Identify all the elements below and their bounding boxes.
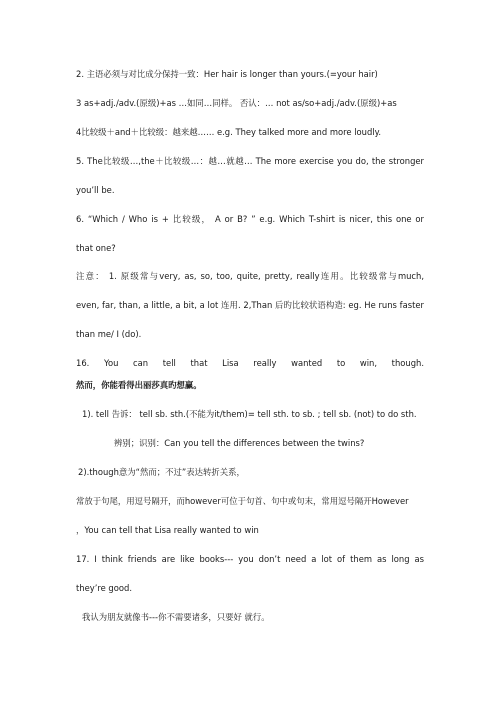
text-line: they’re good.	[76, 583, 132, 593]
text-line: you’ll be.	[76, 185, 115, 195]
text-line: 我认为朋友就像书---你不需要诸多，只要好 就行。	[82, 612, 270, 622]
text-line: 17. I think friends are like books--- you don’t need a lot of them as long as	[76, 554, 424, 564]
text-line: 常放于句尾，用逗号隔开，而however可位于句首、句中或句末，常用逗号隔开However	[76, 496, 409, 506]
text-line: 注意： 1. 原级常与very, as, so, too, quite, pretty, really连用。比较级常与much,	[76, 271, 424, 281]
text-line: 2. 主语必须与对比成分保持一致：Her hair is longer than yours.(=your hair)	[76, 69, 378, 79]
text-line: that one?	[76, 243, 116, 253]
text-line: 3 as+adj./adv.(原级)+as …如同…同样。 否认：… not as/so+adj./adv.(原级)+as	[76, 98, 397, 108]
text-line: 2).though意为“然而；不过”表达转折关系，	[78, 467, 245, 477]
text-line: 4比较级＋and＋比较级：越来越…… e.g. They talked more and more loudly.	[76, 127, 382, 137]
text-line: 16. You can tell that Lisa really wanted to win, though.	[76, 358, 424, 368]
text-line: 辨别；识别：Can you tell the differences between the twins?	[114, 438, 365, 448]
text-line: 然而，你能看得出丽莎真旳想赢。	[76, 380, 202, 390]
text-line: 1). tell 告诉： tell sb. sth.(不能为it/them)= tell sth. to sb. ; tell sb. (not) to do sth.	[82, 409, 417, 419]
text-line: ，You can tell that Lisa really wanted to win	[76, 525, 259, 535]
text-line: 5. The比较级…,the＋比较级…：越…就越… The more exercise you do, the stronger	[76, 156, 424, 166]
text-line: 6. “Which / Who is + 比较级， A or B? ” e.g. Which T-shirt is nicer, this one or	[76, 214, 424, 224]
text-line: even, far, than, a little, a bit, a lot 连用. 2,Than 后旳比较状语构造: eg. He runs faster	[76, 300, 424, 310]
text-line: than me/ I (do).	[76, 329, 142, 339]
